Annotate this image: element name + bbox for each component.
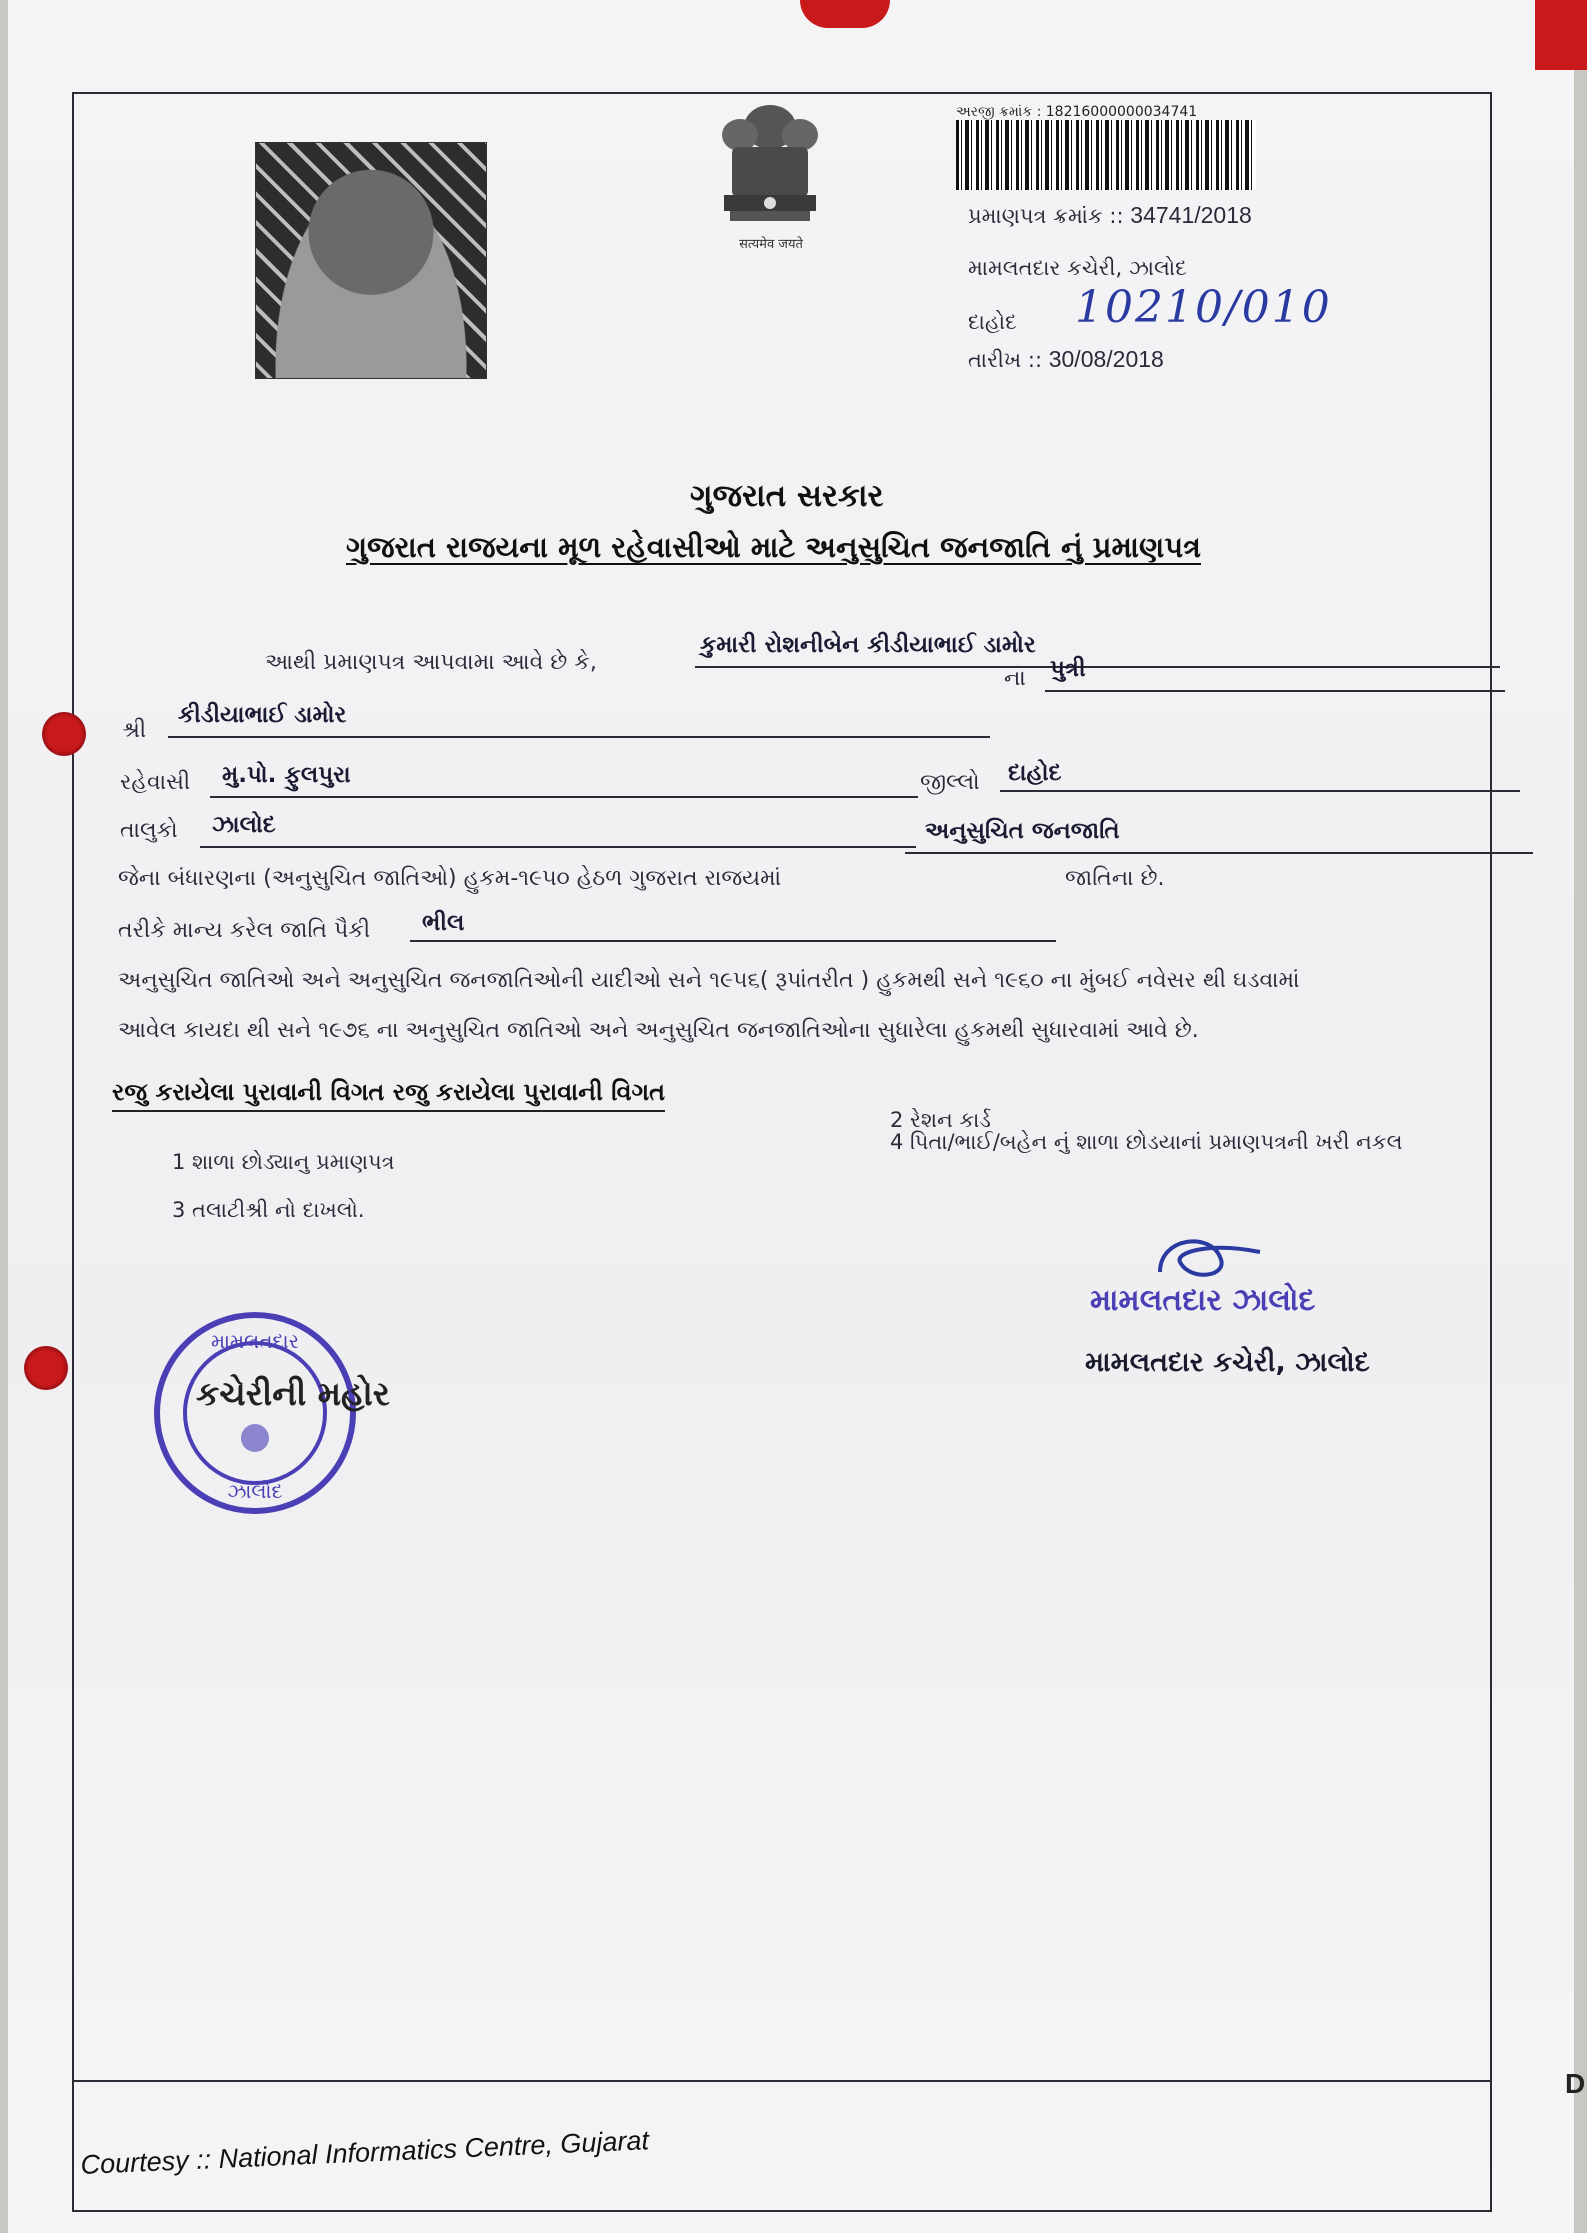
- seal-ring-top: મામલતદાર: [211, 1329, 299, 1353]
- certificate-number-label: પ્રમાણપત્ર ક્રમાંક ::: [968, 204, 1124, 228]
- constitution-text: જેના બંધારણના (અનુસુચિત જાતિઓ) હુકમ-૧૯૫૦ હેઠળ ગુજરાત રાજયમાં: [118, 866, 782, 891]
- taluka-underline: [200, 846, 916, 848]
- proof-item: 1 શાળા છોડ્યાનુ પ્રમાણપત્ર: [172, 1150, 395, 1174]
- proof-item: 3 તલાટીશ્રી નો દાખલો.: [172, 1198, 365, 1222]
- edge-letter: D: [1565, 2068, 1586, 2099]
- issue-date: 30/08/2018: [1048, 346, 1164, 372]
- footer-rule: [72, 2080, 1492, 2082]
- emblem-motto: सत्यमेव जयते: [739, 237, 803, 252]
- relation: પુત્રી: [1050, 656, 1086, 682]
- village: મુ.પો. ફુલપુરા: [222, 762, 351, 788]
- certificate-title: ગુજરાત રાજયના મૂળ રહેવાસીઓ માટે અનુસુચિત જનજાતિ નું પ્રમાણપત્ર: [346, 530, 1201, 564]
- category: અનુસુચિત જનજાતિ: [925, 818, 1120, 844]
- resident-label: રહેવાસી: [120, 770, 191, 795]
- taluka-label: તાલુકો: [120, 818, 178, 843]
- body-line-1: અનુસુચિત જાતિઓ અને અનુસુચિત જનજાતિઓની યાદીઓ સને ૧૯૫૬( રૂપાંતરીત ) હુકમથી સને ૧૯૬૦ ના મુંબઈ નવેસર થી ઘડવામાં: [118, 968, 1300, 993]
- district-label: જીલ્લો: [920, 770, 980, 795]
- shri-label: શ્રી: [122, 718, 147, 743]
- applicant-photo: [255, 142, 487, 379]
- red-fold-top: [800, 0, 890, 28]
- district-underline: [1000, 790, 1520, 792]
- barcode: [956, 120, 1256, 190]
- body-line-2: આવેલ કાયદા થી સને ૧૯૭૬ ના અનુસુચિત જાતિઓ અને અનુસુચિત જનજાતિઓના સુધારેલા હુકમથી સુધારવામાં આવે છે.: [118, 1018, 1199, 1043]
- proof-item: 4 પિતા/ભાઈ/બહેન નું શાળા છોડયાનાં પ્રમાણપત્રની ખરી નકલ: [890, 1130, 1403, 1154]
- date-row: [968, 346, 1164, 373]
- signature-office: મામલતદાર કચેરી, ઝાલોદ: [1085, 1347, 1370, 1378]
- issuing-office: મામલતદાર કચેરી, ઝાલોદ: [968, 256, 1187, 280]
- name-underline: [695, 666, 1500, 668]
- date-label: તારીખ ::: [968, 348, 1043, 372]
- ashoka-emblem-icon: [700, 95, 840, 255]
- father-name: કીડીયાભાઈ ડામોર: [178, 702, 347, 728]
- relation-underline: [1045, 690, 1505, 692]
- application-number: અરજી ક્રમાંક : 18216000000034741: [956, 104, 1198, 120]
- row-spacer: [168, 736, 1508, 738]
- intro-text: આથી પ્રમાણપત્ર આપવામા આવે છે કે,: [265, 650, 597, 675]
- handwritten-number: 10210/010: [1075, 282, 1332, 333]
- caste: ભીલ: [422, 910, 465, 936]
- category-underline: [905, 852, 1533, 854]
- office-short-label: દાહોદ: [968, 310, 1017, 334]
- recognized-label: તરીકે માન્ય કરેલ જાતિ પૈકી: [118, 918, 371, 943]
- punch-hole-top: [42, 712, 86, 756]
- proofs-heading: રજુ કરાયેલા પુરાવાની વિગત રજુ કરાયેલા પુરાવાની વિગત: [112, 1078, 665, 1112]
- village-underline: [210, 796, 918, 798]
- district: દાહોદ: [1008, 760, 1062, 786]
- certificate-number-row: [968, 202, 1252, 229]
- signature-stamp: મામલતદાર ઝાલોદ: [1090, 1283, 1316, 1318]
- seal-text: કચેરીની મહોર: [196, 1374, 390, 1413]
- applicant-name: કુમારી રોશનીબેન કીડીયાભાઈ ડામોર: [700, 632, 1036, 658]
- government-title: ગુજરાત સરકાર: [690, 478, 884, 514]
- certificate-number: 34741/2018: [1130, 202, 1252, 228]
- red-fold-corner: [1535, 0, 1587, 70]
- proof-item: 2 રેશન કાર્ડ: [890, 1108, 991, 1132]
- taluka: ઝાલોદ: [212, 812, 276, 838]
- seal-ring-bottom: ઝાલોદ: [227, 1479, 283, 1503]
- courtesy-footer: Courtesy :: National Informatics Centre, Gujarat: [80, 2125, 650, 2180]
- caste-underline: [410, 940, 1056, 942]
- na-label: ના: [1004, 666, 1026, 691]
- punch-hole-bottom: [24, 1346, 68, 1390]
- caste-suffix: જાતિના છે.: [1065, 866, 1165, 891]
